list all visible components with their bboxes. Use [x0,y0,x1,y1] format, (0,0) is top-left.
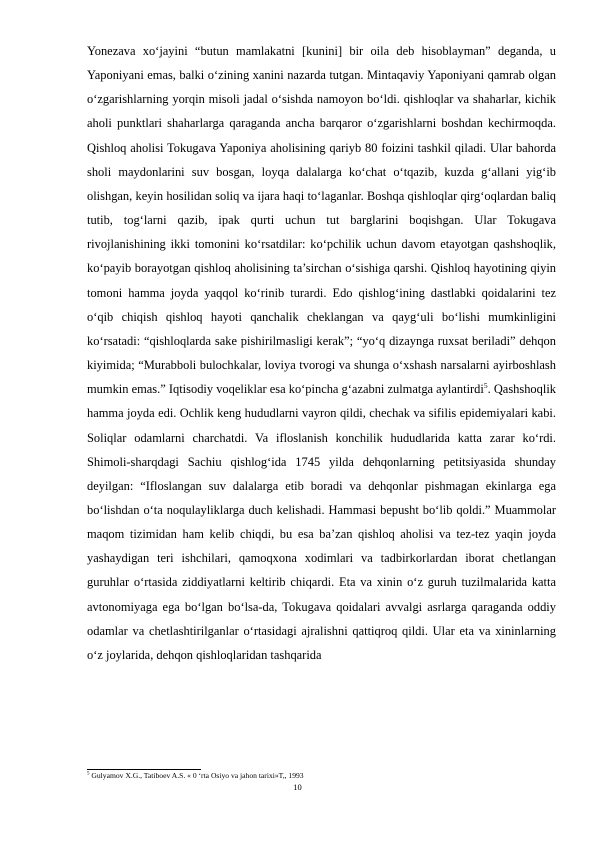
paragraph-text-after-note: . Qashshoqlik hamma joyda edi. Ochlik keng hududlarni vayron qildi, chechak va sifilis epidemiyalari kabi. Soliqlar odamlarni charchatdi. Va ifloslanish konchilik hududlarida katta zarar ko‘rdi. Shimoli-sharqdagi Sachiu qishlog‘ida 1745 yilda dehqonlarning petitsiyasida shunday deyilgan: “Ifloslangan suv dalalarga etib boradi va dehqonlar pishmagan ekinlarga ega bo‘lishdan o‘ta noqulayliklarga duch kelishadi. Hammasi bepusht bo‘lib qoldi.” Muammolar maqom tizimidan ham kelib chiqdi, bu esa ba’zan qishloq aholisi va tez-tez yaqin joyda yashaydigan teri ishchilari, qamoqxona xodimlari va tadbirkorlardan iborat chetlangan guruhlar o‘rtasida ziddiyatlarni keltirib chiqardi. Eta va xinin o‘z guruh tuzilmalarida katta avtonomiyaga ega bo‘lgan bo‘lsa-da, Tokugava qoidalari avvalgi asrlarga qaraganda oddiy odamlar va chetlashtirilganlar o‘rtasidagi ajralishni qattiqroq qildi. Ular eta va xininlarning o‘z joylarida, dehqon qishloqlaridan tashqarida [87,382,556,662]
footnote-separator [87,769,201,770]
body-paragraph [87,39,556,667]
footnote-reference: 5 [483,381,488,391]
footnote-marker: 5 [87,771,90,777]
footnote-text: Gulyamov X.G., Tatiboev A.S. « 0 ‘rta Osiyo va jahon tarixi»T,, 1993 [89,771,304,780]
paragraph-text-before-note: Yonezava xo‘jayini “butun mamlakatni [kunini] bir oila deb hisoblayman” deganda, u Yaponiyani emas, balki o‘zining xanini nazarda tutgan. Mintaqaviy Yaponiyani qamrab olgan o‘zgarishlarning yorqin misoli jadal o‘sishda namoyon bo‘ldi. qishloqlar va shaharlar, kichik aholi punktlari shaharlarga qaraganda ancha barqaror o‘zgarishlarni boshdan kechirmoqda. Qishloq aholisi Tokugava Yaponiya aholisining qariyb 80 foizini tashkil qiladi. Ular bahorda sholi maydonlarini suv bosgan, loyqa dalalarga ko‘chat o‘tqazib, kuzda g‘allani yig‘ib olishgan, keyin hosilidan soliq va ijara haqi to‘laganlar. Boshqa qishloqlar qirg‘oqlardan baliq tutib, tog‘larni qazib, ipak qurti uchun tut barglarini boqishgan. Ular Tokugava rivojlanishining ikki tomonini ko‘rsatdilar: ko‘pchilik uchun davom etayotgan qashshoqlik, ko‘payib borayotgan qishloq aholisining ta’sirchan o‘sishiga qarshi. Qishloq hayotining qiyin tomoni hamma joyda yaqqol ko‘rinib turardi. Edo qishlog‘ining dastlabki qoidalarini tez o‘qib chiqish qishloq hayoti qanchalik cheklangan va qayg‘uli bo‘lishi mumkinligini ko‘rsatadi: “qishloqlarda sake pishirilmasligi kerak”; “yo‘q dizaynga ruxsat beriladi” dehqon kiyimida; “Murabboli bulochkalar, loviya tvorogi va shunga o‘xshash narsalarni ayirboshlash mumkin emas.” Iqtisodiy voqeliklar esa ko‘pincha g‘azabni zulmatga aylantirdi [87,44,556,397]
page-number: 10 [293,782,302,792]
footnote [87,771,556,781]
